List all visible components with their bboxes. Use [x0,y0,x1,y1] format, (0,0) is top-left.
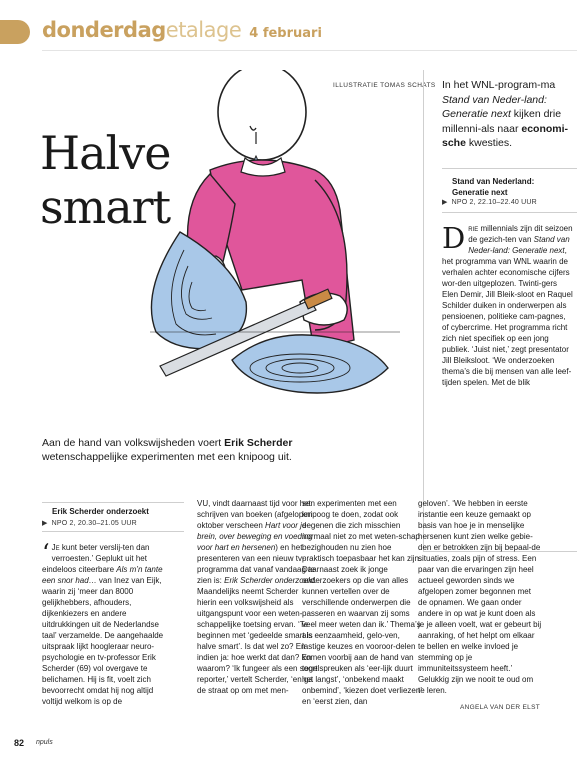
title-line-2: smart [40,180,171,234]
page-number: 82 [14,738,25,748]
column-text: VU, vindt daarnaast tijd voor het schrijven van boeken (afgelopen oktober verscheen [197,499,313,530]
sidebar-divider [442,168,577,169]
illustration-credit: ILLUSTRATIE TOMAS SCHATS [333,82,436,89]
column-text: kunt beter verslij-ten dan verroesten.’ Geplukt uit het eindeloos citeerbare [42,543,150,574]
dropcap: D [442,221,466,255]
intro-name: Erik Scherder [224,437,293,449]
column-italic: Als m’n tante een snor had… [42,565,163,585]
header-divider [42,50,577,51]
program-divider-top [42,502,184,503]
sidebar-intro-text-2: kijken drie millenni-als naar [442,108,562,135]
program-divider-bottom [42,531,184,532]
sidebar-intro [442,78,572,151]
column-text-2: ) en het presenteren van een nieuw tv-programma dat vanaf vandaag te zien is: [197,543,315,585]
sidebar-intro-bold: economi-sche [442,122,569,149]
body-column-4: geloven’. ‘We hebben in eerste instantie een keuze gemaakt op basis van hoe je in menselijke hersenen kunt zien welke gebie-den er betrokken zijn bij bepaal-de situaties, zoals pijn of stress. Een paar van die ervaringen zijn heel actueel geworden sinds we afgelopen zomer begonnen met de opnamen. We gaan onder andere in op wat je kunt doen als je je alleen voelt, wat er gebeurt bij aanraking, of het helpt om elkaar te bellen en welke invloed je stemming op je immuniteitssysteem heeft.’ Gelukkig zijn we nooit te oud om te leren. [418,499,542,695]
column-italic: Hart voor je brein, over beweging en voeding voor hart en hersenen [197,521,313,552]
section-header [42,18,322,46]
triangle-right-icon: ▶ [442,199,448,206]
sidebar-time-text: NPO 2, 22.10–22.40 UUR [451,199,537,206]
sidebar-program-title: Stand van Nederland: Generatie next [452,177,535,197]
section-name-bold: donderdag [42,18,166,42]
column-text-3: Maandelijks neemt Scherder hierin een volkswijsheid als uitgangspunt voor een weten-schappelijke toetsing ervan. ‘Te beginnen met ‘gedeelde smart is halve smart’. Is dat wel zo? En indien ja: hoe werkt dat dan? En waarom? ‘Ik fungeer als een soort reporter,’ vertelt Scherder, ‘en ga de straat op om met men- [197,587,318,695]
title-line-1: Halve [40,126,171,180]
article-title [40,126,170,234]
section-date: 4 februari [249,26,322,41]
program-time-text: NPO 2, 20.30–21.05 UUR [51,520,137,527]
column-italic-2: Erik Scherder onderzoekt. [224,576,317,585]
sidebar-body-text-2: , het programma van WNL waarin de verhalen achter economische cijfers wor-den uitgeplozen. Twinti-gers Elen Demir, Jill Bleik-sloot en Raquel Schilder duiken in onderwerpen als pensioenen, politieke cam-pagnes, of cybercrime. Het programma richt zich niet specifiek op een jong publiek. ‘Juist niet,’ zegt presentator Jill Bleiksloot. ‘We onderzoeken thema’s die bij mensen van alle leef-tijden spelen. Met de blik [442,246,573,387]
triangle-right-icon: ▶ [42,520,48,527]
sidebar-program-time [442,198,537,206]
column-text-2: van Inez van Eijk, waarin zij ‘meer dan 8000 gelijkhebbers, afhouders, dijkenkiezers en andere uitdrukkingen uit de Nederlandse taal’ verzamelde. De aangehaalde uitspraak lijkt hoogleraar neuro-psychologie en tv-professor Erik Scherder (69) vol overgave te belichamen. Hij is fit, voelt zich bevoorrecht omdat hij nog altijd voltijd welkom is op de [42,576,164,706]
column-lead: Je [51,543,60,552]
body-column-3: sen experimenten met een knipoog te doen, zodat ook degenen die zich misschien normaal niet zo met weten-schap bezighouden nu zien hoe praktisch toepasbaar het kan zijn. Daarnaast zoek ik jonge onderzoekers op die van alles kunnen vertellen over de verschillende onderwerpen die passeren en waarvan zij soms veel meer weten dan ik.’ Thema’s als eenzaamheid, gelo-ven, lastige keuzes en vooroor-delen komen voorbij aan de hand van tegelspreuken als ‘eer-lijk duurt het langst’, ‘onbekend maakt onbemind’, ‘kiezen doet verliezen’ en ‘eerst zien, dan [302,499,422,706]
sidebar-box [423,70,577,552]
opening-quote: ‘ [42,539,50,567]
publication-logo: npuls [36,739,53,746]
article-intro [42,437,342,464]
sidebar-body [442,223,574,388]
sidebar-body-italic: Stand van Neder-land: Generatie next [468,235,570,255]
sidebar-divider-2 [442,212,577,213]
body-column-1 [42,539,168,707]
program-title: Erik Scherder onderzoekt [52,507,149,516]
section-name-light: etalage [165,18,242,42]
program-time [42,519,137,527]
sidebar-intro-italic: Stand van Neder-land: Generatie next [442,93,547,120]
intro-text: Aan de hand van volkswijsheden voert [42,437,225,449]
sidebar-body-text: millennials zijn dit seizoen de gezich-ten van [468,224,573,244]
section-tab-marker [0,20,30,44]
author-byline: ANGELA VAN DER ELST [460,704,540,711]
sidebar-intro-text: In het WNL-program-ma [442,79,556,91]
intro-text-2: wetenschappelijke experimenten met een knipoog uit. [42,450,292,463]
sidebar-lead: rie [468,224,479,233]
sidebar-intro-text-3: kwesties. [465,137,513,149]
onion-cutting-illustration [140,70,430,410]
